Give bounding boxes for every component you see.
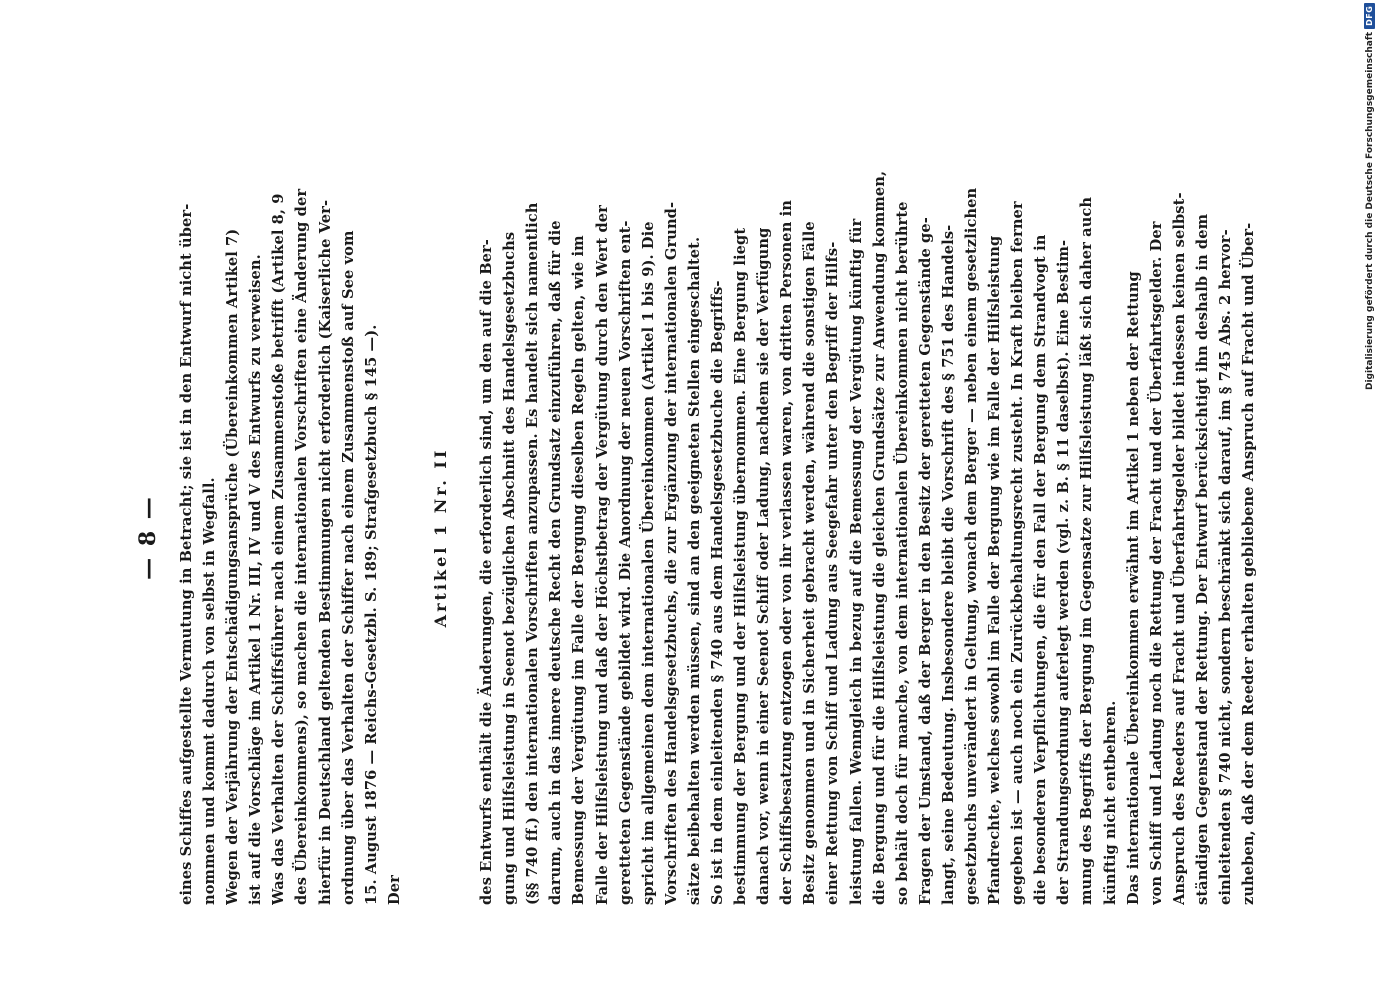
text-line: sätze beibehalten werden müssen, sind an den geeigneten Stellen eingeschaltet.	[685, 236, 703, 905]
text-line: künftig nicht entbehren.	[1101, 700, 1119, 905]
text-line: von Schiff und Ladung noch die Rettung der Fracht und der Überfahrtsgelder. Der	[1147, 221, 1165, 905]
text-line: Pfandrechte, welches sowohl im Falle der Bergung wie im Falle der Hilfsleistung	[986, 235, 1004, 905]
text-line: so behält doch für manche, von dem internationalen Übereinkommen nicht berührte	[893, 201, 911, 905]
text-line: eines Schiffes aufgestellte Vermutung in Betracht; sie ist in den Entwurf nicht über-	[178, 203, 195, 905]
text-line: gung und Hilfsleistung in Seenot bezüglichen Abschnitt des Handelsgesetzbuchs	[501, 231, 519, 905]
section-heading: Artikel 1 Nr. II	[430, 447, 450, 628]
page-number: — 8 —	[135, 495, 161, 580]
text-line: (§§ 740 ff.) den internationalen Vorschriften anzupassen. Es handelt sich namentlich	[524, 202, 542, 905]
text-line: Bemessung der Vergütung im Falle der Bergung dieselben Regeln gelten, wie im	[570, 235, 588, 905]
text-line: leistung fallen. Wenngleich in bezug auf die Bemessung der Vergütung künftig für	[847, 218, 865, 905]
dfg-stamp	[1364, 3, 1375, 390]
text-line: spricht im allgemeinen dem internationalen Übereinkommen (Artikel 1 bis 9). Die	[639, 221, 657, 905]
text-line: darum, auch in das innere deutsche Recht den Grundsatz einzuführen, daß für die	[547, 220, 565, 905]
text-line: die Bergung und für die Hilfsleistung die gleichen Grundsätze zur Anwendung kommen,	[870, 170, 888, 905]
body-text	[175, 5, 1260, 905]
text-line: Der	[385, 875, 403, 905]
text-line: Falle der Hilfsleistung und daß der Höchstbetrag der Vergütung durch den Wert der	[593, 205, 611, 905]
text-line: hierfür in Deutschland geltenden Bestimmungen nicht erforderlich (Kaiserliche Ver-	[316, 199, 334, 905]
rotated-page	[135, 5, 1258, 905]
text-line: So ist in dem einleitenden § 740 aus dem Handelsgesetzbuche die Begriffs-	[708, 280, 726, 905]
text-line: der Strandungsordnung auferlegt werden (vgl. z. B. § 11 daselbst). Eine Bestim-	[1055, 239, 1073, 905]
text-line: 15. August 1876 — Reichs-Gesetzbl. S. 189; Strafgesetzbuch § 145 —).	[362, 324, 380, 905]
text-line: gesetzbuchs unverändert in Geltung, wonach dem Berger — neben einem gesetzlichen	[963, 187, 980, 905]
dfg-stamp-text: Digitalisierung gefördert durch die Deutsche Forschungsgemeinschaft	[1364, 31, 1375, 390]
text-line: Fragen der Umstand, daß der Berger in den Besitz der geretteten Gegenstände ge-	[916, 217, 934, 905]
text-line: Das internationale Übereinkommen erwähnt im Artikel 1 neben der Rettung	[1124, 271, 1142, 905]
line-gap	[452, 5, 475, 905]
dfg-logo: DFG	[1364, 3, 1375, 29]
text-line: Wegen der Verjährung der Entschädigungsansprüche (Übereinkommen Artikel 7)	[224, 228, 242, 905]
text-line: des Übereinkommens), so machen die internationalen Vorschriften eine Änderung der	[293, 188, 311, 905]
text-line: der Schiffsbesatzung entzogen oder von ihr verlassen waren, von dritten Personen in	[778, 200, 796, 905]
text-line: nommen und kommt dadurch von selbst in Wegfall.	[201, 477, 219, 905]
text-line: gegeben ist — auch noch ein Zurückbehaltungsrecht zusteht. In Kraft bleiben ferner	[1009, 201, 1027, 905]
line-gap	[406, 5, 429, 905]
text-line: Besitz genommen und in Sicherheit gebracht werden, während die sonstigen Fälle	[801, 221, 819, 905]
text-line: einer Rettung von Schiff und Ladung aus Seegefahr unter den Begriff der Hilfs-	[824, 241, 842, 905]
text-line: danach vor, wenn in einer Seenot Schiff oder Ladung, nachdem sie der Verfügung	[755, 227, 773, 905]
text-line: mung des Begriffs der Bergung im Gegensatze zur Hilfsleistung läßt sich daher auch	[1078, 196, 1096, 905]
text-line: ordnung über das Verhalten der Schiffer nach einem Zusammenstoß auf See vom	[339, 230, 357, 905]
text-line: einleitenden § 740 nicht, sondern beschränkt sich darauf, im § 745 Abs. 2 hervor-	[1217, 229, 1235, 905]
text-line: geretteten Gegenstände gebildet wird. Die Anordnung der neuen Vorschriften ent-	[616, 220, 634, 905]
text-line: Vorschriften des Handelsgesetzbuchs, die zur Ergänzung der internationalen Grund-	[662, 201, 680, 905]
text-line: Was das Verhalten der Schiffsführer nach einem Zusammenstoße betrifft (Artikel 8, 9	[270, 193, 288, 905]
text-line: Anspruch des Reeders auf Fracht und Überfahrtsgelder bildet indessen keinen selbst-	[1170, 192, 1188, 905]
text-line: langt, seine Bedeutung. Insbesondere bleibt die Vorschrift des § 751 des Handels-	[939, 224, 957, 905]
text-line: ist auf die Vorschläge im Artikel 1 Nr. III, IV und V des Entwurfs zu verweisen.	[247, 254, 265, 905]
text-line: die besonderen Verpflichtungen, die für den Fall der Bergung dem Strandvogt in	[1032, 234, 1050, 905]
text-line: zuheben, daß der dem Reeder erhalten gebliebene Anspruch auf Fracht und Über-	[1240, 222, 1258, 905]
text-line: bestimmung der Bergung und der Hilfsleistung übernommen. Eine Bergung liegt	[732, 227, 750, 905]
text-line: des Entwurfs enthält die Änderungen, die erforderlich sind, um den auf die Ber-	[478, 239, 496, 905]
text-line: ständigen Gegenstand der Rettung. Der Entwurf berücksichtigt ihn deshalb in dem	[1193, 213, 1211, 905]
